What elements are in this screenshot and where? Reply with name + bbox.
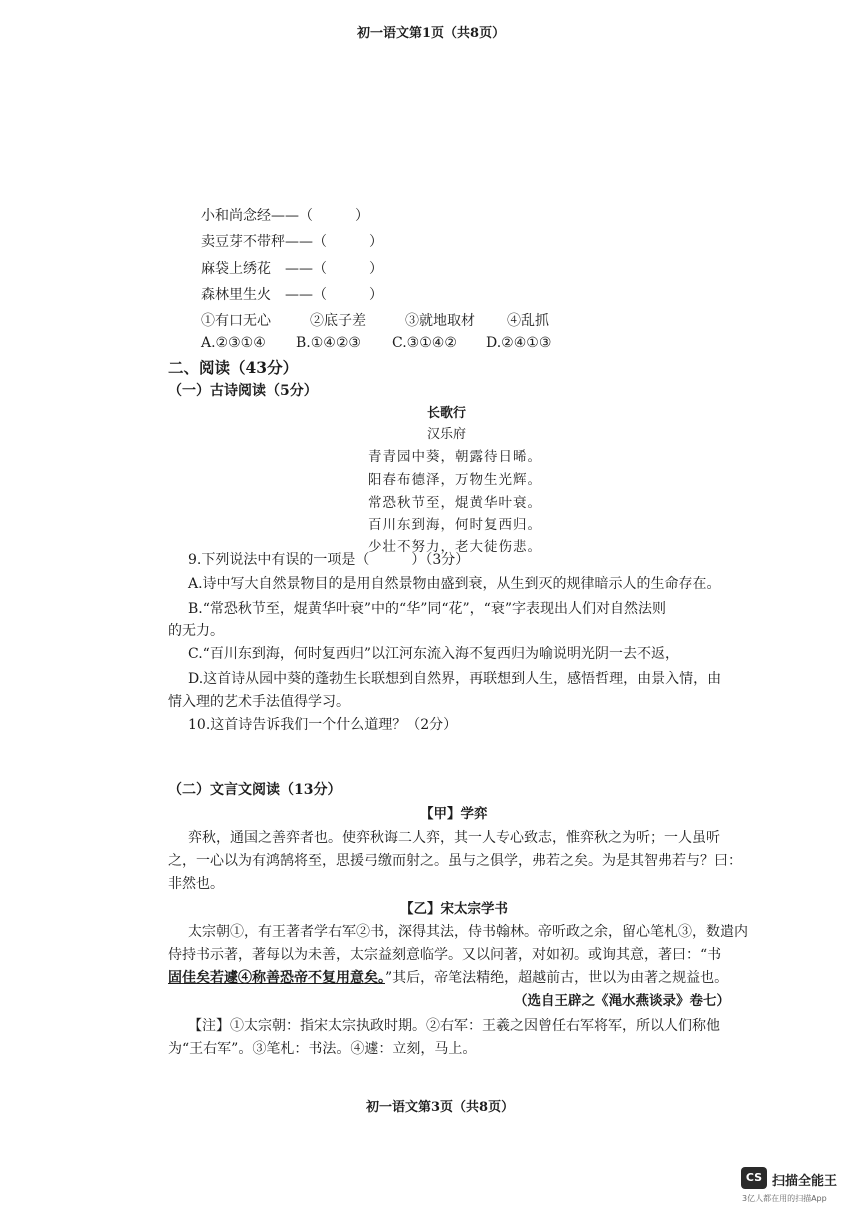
q9-option-d-cont: 情入理的艺术手法值得学习。 bbox=[168, 694, 350, 710]
match-option: ①有口无心 bbox=[201, 313, 271, 329]
passage-line-tail: ”其后，帝笔法精绝，超越前古，世以为由著之规益也。 bbox=[385, 970, 729, 986]
passage-line: 弈秋，通国之善弈者也。使弈秋诲二人弈，其一人专心致志，惟弈秋之为听；一人虽听 bbox=[188, 830, 720, 846]
passage-source: （选自王辟之《渑水燕谈录》卷七） bbox=[514, 993, 730, 1009]
section-title: 二、阅读（43分） bbox=[168, 358, 299, 377]
poem-line: 阳春布德泽，万物生光辉。 bbox=[368, 472, 542, 488]
match-line: 卖豆芽不带秤——（ ） bbox=[201, 234, 383, 250]
notes-line: 【注】①太宗朝：指宋太宗执政时期。②右军：王羲之因曾任右军将军，所以人们称他 bbox=[188, 1018, 720, 1034]
poem-title: 长歌行 bbox=[427, 406, 467, 421]
poem-author: 汉乐府 bbox=[427, 427, 467, 442]
passage-line: 非然也。 bbox=[168, 876, 224, 892]
watermark-name: 扫描全能王 bbox=[772, 1174, 838, 1189]
camscanner-logo-icon: CS bbox=[741, 1167, 767, 1189]
notes-line: 为“王右军”。③笔札：书法。④遽：立刻，马上。 bbox=[168, 1041, 477, 1057]
match-option: ③就地取材 bbox=[405, 313, 475, 329]
underlined-sentence: 固佳矣若遽④称善恐帝不复用意矣。 bbox=[168, 970, 385, 986]
subsection-title-2: （二）文言文阅读（13分） bbox=[168, 782, 342, 798]
poem-line: 少壮不努力，老大徒伤悲。 bbox=[368, 539, 542, 555]
passage-line bbox=[168, 967, 728, 987]
match-option: ④乱抓 bbox=[507, 313, 549, 329]
q9-option-b-cont: 的无力。 bbox=[168, 623, 224, 639]
q9-option-b: B.“常恐秋节至，焜黄华叶衰”中的“华”同“花”，“衰”字表现出人们对自然法则 bbox=[188, 601, 666, 617]
passage-jia-title: 【甲】学弈 bbox=[420, 806, 488, 822]
passage-line: 侍持书示著，著每以为未善，太宗益刻意临学。又以问著，对如初。或询其意，著曰：“书 bbox=[168, 947, 722, 963]
choice-c: C.③①④② bbox=[392, 335, 457, 351]
q9-option-a: A.诗中写大自然景物目的是用自然景物由盛到衰，从生到灭的规律暗示人的生命存在。 bbox=[188, 576, 721, 592]
q9-stem: 9.下列说法中有误的一项是（ ）（3分） bbox=[188, 552, 470, 568]
q9-option-d: D.这首诗从园中葵的蓬勃生长联想到自然界，再联想到人生，感悟哲理，由景入情，由 bbox=[188, 671, 722, 687]
poem-line: 青青园中葵，朝露待日晞。 bbox=[368, 449, 542, 465]
passage-line: 之，一心以为有鸿鹄将至，思援弓缴而射之。虽与之俱学，弗若之矣。为是其智弗若与？曰： bbox=[168, 853, 742, 869]
choice-d: D.②④①③ bbox=[486, 335, 552, 351]
passage-yi-title: 【乙】宋太宗学书 bbox=[400, 901, 508, 917]
subsection-title: （一）古诗阅读（5分） bbox=[168, 383, 318, 399]
match-line: 森林里生火 ——（ ） bbox=[201, 287, 383, 303]
choice-a: A.②③①④ bbox=[201, 335, 266, 351]
poem-line: 常恐秋节至，焜黄华叶衰。 bbox=[368, 495, 542, 511]
watermark-tagline: 3亿人都在用的扫描App bbox=[742, 1194, 827, 1203]
page-footer: 初一语文第3页（共8页） bbox=[366, 1100, 515, 1115]
match-line: 麻袋上绣花 ——（ ） bbox=[201, 261, 383, 277]
page-header: 初一语文第1页（共8页） bbox=[357, 26, 506, 41]
q9-option-c: C.“百川东到海，何时复西归”以江河东流入海不复西归为喻说明光阴一去不返， bbox=[188, 646, 679, 662]
passage-line: 太宗朝①，有王著者学右军②书，深得其法，侍书翰林。帝听政之余，留心笔札③，数遣内 bbox=[188, 924, 748, 940]
match-line: 小和尚念经——（ ） bbox=[201, 208, 369, 224]
match-option: ②底子差 bbox=[310, 313, 366, 329]
poem-line: 百川东到海，何时复西归。 bbox=[368, 517, 542, 533]
choice-b: B.①④②③ bbox=[296, 335, 361, 351]
q10-stem: 10.这首诗告诉我们一个什么道理？（2分） bbox=[188, 717, 458, 733]
